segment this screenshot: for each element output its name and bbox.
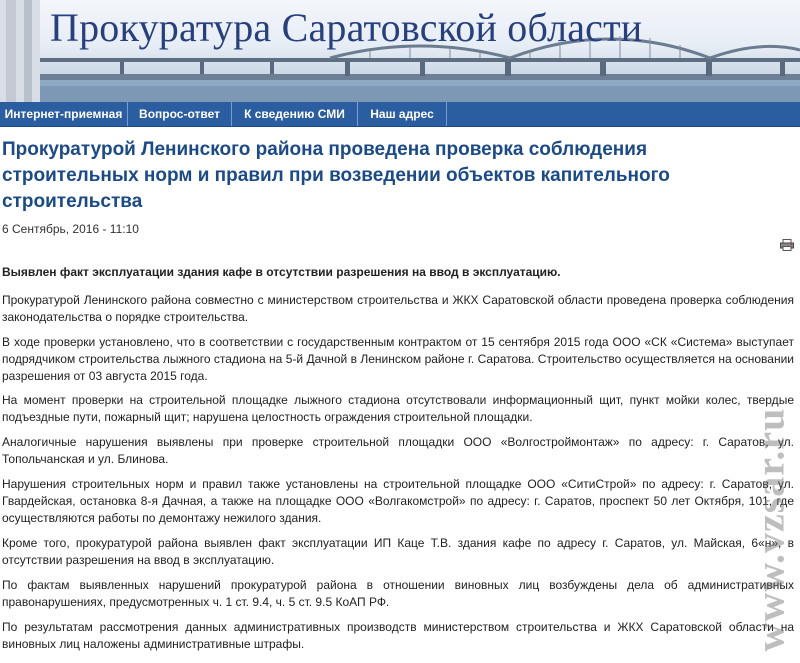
nav-separator — [446, 102, 447, 126]
article-lead: Выявлен факт эксплуатации здания кафе в отсутствии разрешения на ввод в эксплуатацию. — [2, 265, 561, 279]
site-title[interactable]: Прокуратура Саратовской области — [50, 5, 643, 50]
nav-item-media[interactable]: К сведению СМИ — [244, 107, 345, 121]
article-paragraph: Нарушения строительных норм и правил также установлены на строительной площадке ООО «СитиСтрой» по адресу: г. Саратов, ул. Гвардейская, остановка 8-я Дачная, а также на площадке ООО «Волгакомстрой» по адресу: г. Саратов, проспект 50 лет Октября, 101, где осуществляются работы по демонтажу нежилого здания. — [2, 477, 794, 525]
printer-icon[interactable] — [780, 239, 794, 251]
watermark-text: www.vzsar.ru — [747, 407, 793, 652]
nav-item-internet-reception[interactable]: Интернет-приемная — [4, 107, 123, 121]
article-paragraph: Аналогичные нарушения выявлены при проверке строительной площадки ООО «Волгостроймонтаж» по адресу: г. Саратов, ул. Топольчанская и ул. Блинова. — [2, 435, 794, 466]
article-title: Прокуратурой Ленинского района проведена проверка соблюдения строительных норм и правил при возведении объектов капительного строительства — [2, 139, 670, 212]
article-date: 6 Сентябрь, 2016 - 11:10 — [2, 222, 139, 236]
article-paragraph: Кроме того, прокуратурой района выявлен факт эксплуатации ИП Каце Т.В. здания кафе по адресу г. Саратов, ул. Майская, 6«н», в отсутствии разрешения на ввод в эксплуатацию. — [2, 536, 794, 567]
article-paragraph: По результатам рассмотрения данных административных производств министерством строительства и ЖКХ Саратовской области на виновных лиц наложены административные штрафы. — [2, 620, 794, 651]
article-paragraph: В ходе проверки установлено, что в соответствии с государственным контрактом от 15 сентября 2015 года ООО «СК «Система» выступает подрядчиком строительства лыжного стадиона на 5-й Дачной в Ленинском районе г. Саратова. Строительство осуществляется на основании разрешения от 03 августа 2015 года. — [2, 335, 794, 383]
article-paragraph: На момент проверки на строительной площадке лыжного стадиона отсутствовали информационный щит, пункт мойки колес, твердые подъездные пути, пожарный щит; нарушена целостность ограждения строительной площадки. — [2, 393, 794, 424]
main-nav — [0, 102, 800, 127]
nav-item-our-address[interactable]: Наш адрес — [370, 107, 434, 121]
watermark — [740, 318, 800, 663]
site-header — [0, 0, 800, 102]
article-paragraph: Прокуратурой Ленинского района совместно с министерством строительства и ЖКХ Саратовской области проведена проверка соблюдения законодательства о порядке строительства. — [2, 293, 794, 324]
nav-item-questions-answers[interactable]: Вопрос-ответ — [139, 107, 220, 121]
article-paragraph: По фактам выявленных нарушений прокуратурой района в отношении виновных лиц возбуждены дела об административных правонарушениях, предусмотренных ч. 1 ст. 9.4, ч. 5 ст. 9.5 КоАП РФ. — [2, 578, 794, 609]
